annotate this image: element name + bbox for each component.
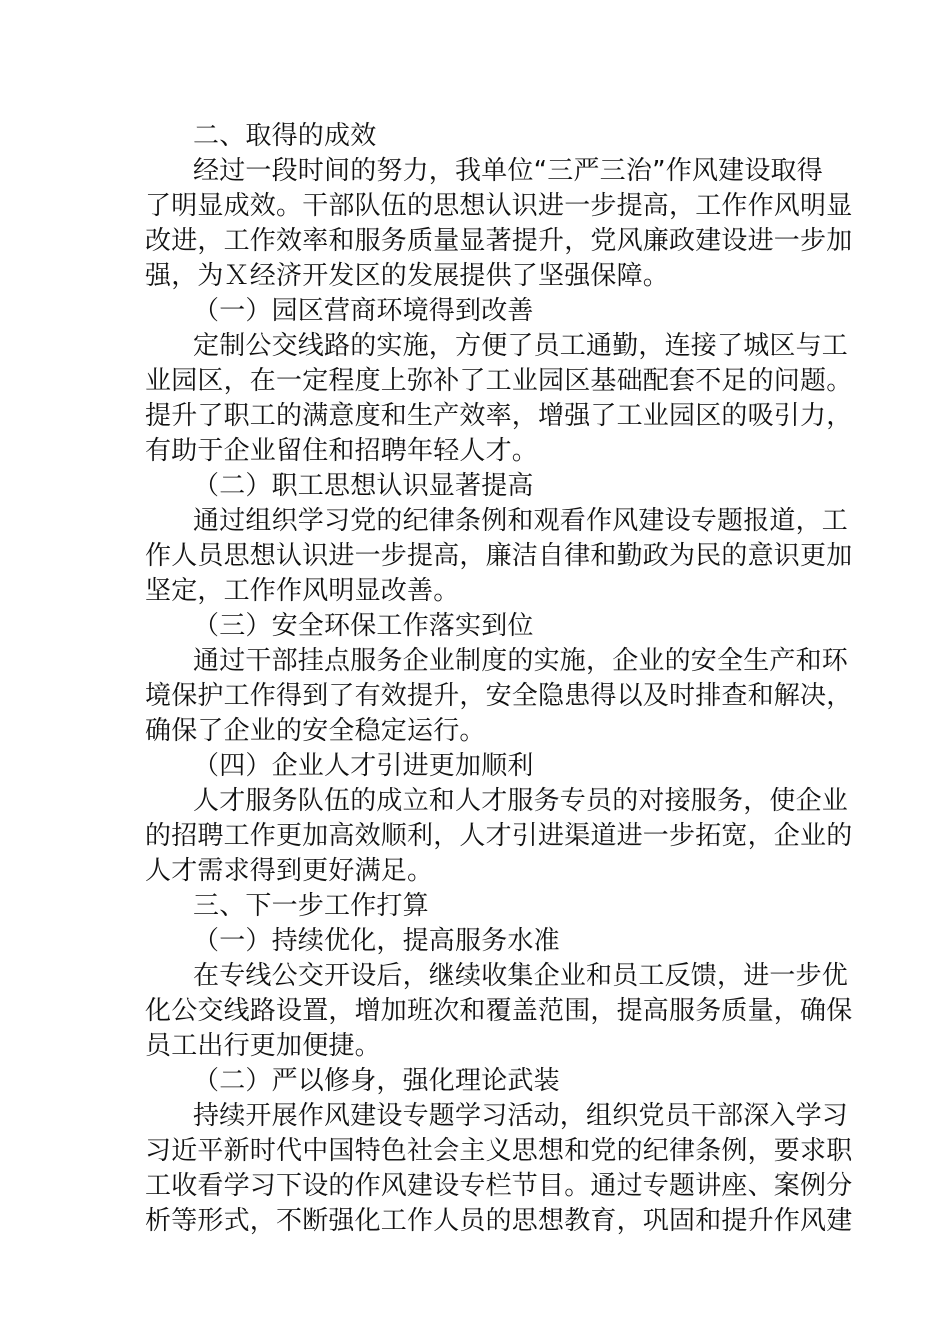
paragraph-line: 了明显成效。干部队伍的思想认识进一步提高，工作作风明显: [145, 191, 853, 221]
section-heading: 三、下一步工作打算: [193, 891, 429, 921]
paragraph-line: 析等形式，不断强化工作人员的思想教育，巩固和提升作风建: [145, 1206, 853, 1236]
paragraph-line: 提升了职工的满意度和生产效率，增强了工业园区的吸引力，: [145, 401, 853, 431]
subsection-heading: （一）园区营商环境得到改善: [193, 296, 534, 326]
paragraph-line: 经过一段时间的努力，我单位“三严三治”作风建设取得: [193, 156, 823, 186]
paragraph-line: 业园区，在一定程度上弥补了工业园区基础配套不足的问题。: [145, 366, 853, 396]
paragraph-line: 通过组织学习党的纪律条例和观看作风建设专题报道，工: [193, 506, 849, 536]
paragraph-line: 通过干部挂点服务企业制度的实施，企业的安全生产和环: [193, 646, 849, 676]
subsection-heading: （二）严以修身，强化理论武装: [193, 1066, 560, 1096]
section-heading: 二、取得的成效: [193, 121, 377, 151]
paragraph-line: 习近平新时代中国特色社会主义思想和党的纪律条例，要求职: [145, 1136, 853, 1166]
paragraph-line: 作人员思想认识进一步提高，廉洁自律和勤政为民的意识更加: [145, 541, 853, 571]
paragraph-line: 有助于企业留住和招聘年轻人才。: [145, 436, 539, 466]
paragraph-line: 持续开展作风建设专题学习活动，组织党员干部深入学习: [193, 1101, 849, 1131]
paragraph-line: 人才服务队伍的成立和人才服务专员的对接服务，使企业: [193, 786, 849, 816]
paragraph-line: 化公交线路设置，增加班次和覆盖范围，提高服务质量，确保: [145, 996, 853, 1026]
subsection-heading: （三）安全环保工作落实到位: [193, 611, 534, 641]
paragraph-line: 的招聘工作更加高效顺利，人才引进渠道进一步拓宽，企业的: [145, 821, 853, 851]
subsection-heading: （四）企业人才引进更加顺利: [193, 751, 534, 781]
paragraph-line: 确保了企业的安全稳定运行。: [145, 716, 486, 746]
paragraph-line: 人才需求得到更好满足。: [145, 856, 434, 886]
subsection-heading: （一）持续优化，提高服务水准: [193, 926, 560, 956]
paragraph-line: 改进，工作效率和服务质量显著提升，党风廉政建设进一步加: [145, 226, 853, 256]
paragraph-line: 工收看学习下设的作风建设专栏节目。通过专题讲座、案例分: [145, 1171, 853, 1201]
paragraph-line: 强，为Ｘ经济开发区的发展提供了坚强保障。: [145, 261, 670, 291]
paragraph-line: 在专线公交开设后，继续收集企业和员工反馈，进一步优: [193, 961, 849, 991]
paragraph-line: 坚定，工作作风明显改善。: [145, 576, 460, 606]
paragraph-line: 境保护工作得到了有效提升，安全隐患得以及时排查和解决，: [145, 681, 853, 711]
subsection-heading: （二）职工思想认识显著提高: [193, 471, 534, 501]
paragraph-line: 员工出行更加便捷。: [145, 1031, 381, 1061]
paragraph-line: 定制公交线路的实施，方便了员工通勤，连接了城区与工: [193, 331, 849, 361]
